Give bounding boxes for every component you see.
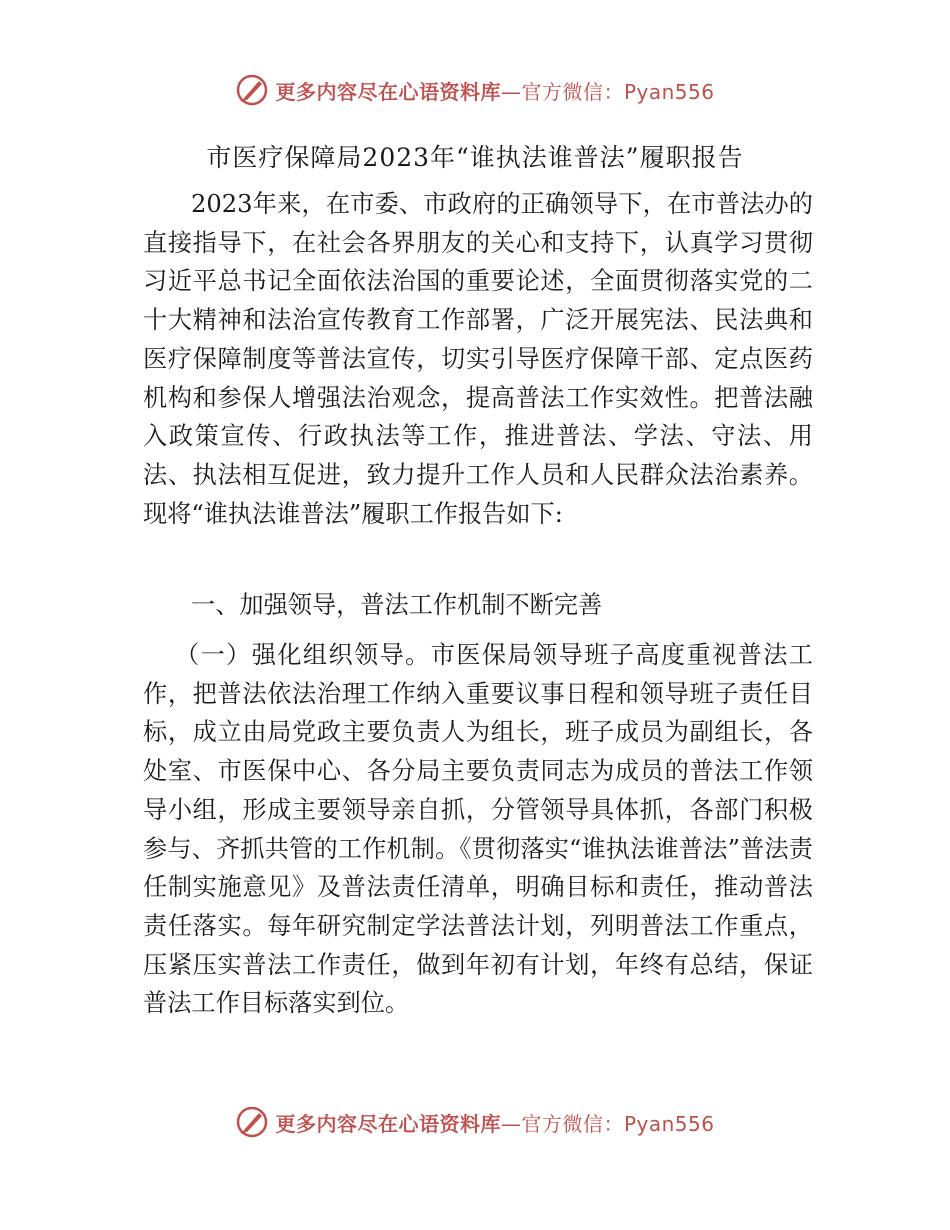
intro-paragraph: 2023年来，在市委、市政府的正确领导下，在市普法办的直接指导下，在社会各界朋友的关心和支持下，认真学习贯彻习近平总书记全面依法治国的重要论述，全面贯彻落实党的二十大精神和法治宣传教育工作部署，广泛开展宪法、民法典和医疗保障制度等普法宣传，切实引导医疗保障干部、定点医药机构和参保人增强法治观念，提高普法工作实效性。把普法融入政策宣传、行政执法等工作，推进普法、学法、守法、用法、执法相互促进，致力提升工作人员和人民群众法治素养。现将“谁执法谁普法”履职工作报告如下: — [143, 190, 813, 528]
document-title: 市医疗保障局2023年“谁执法谁普法”履职报告 — [206, 143, 744, 172]
footer-banner-text: 更多内容尽在心语资料库—官方微信：Pyan556 — [275, 1111, 715, 1136]
quill-seal-logo-icon — [235, 1105, 269, 1139]
footer-banner — [0, 1102, 950, 1142]
section-heading: 一、加强领导，普法工作机制不断完善 — [191, 591, 603, 619]
header-banner-text: 更多内容尽在心语资料库—官方微信：Pyan556 — [275, 79, 715, 104]
quill-seal-logo-icon — [235, 73, 269, 107]
section-paragraph: （一）强化组织领导。市医保局领导班子高度重视普法工作，把普法依法治理工作纳入重要议事日程和领导班子责任目标，成立由局党政主要负责人为组长，班子成员为副组长，各处室、市医保中心、各分局主要负责同志为成员的普法工作领导小组，形成主要领导亲自抓，分管领导具体抓，各部门积极参与、齐抓共管的工作机制。《贯彻落实“谁执法谁普法”普法责任制实施意见》及普法责任清单，明确目标和责任，推动普法责任落实。每年研究制定学法普法计划，列明普法工作重点，压紧压实普法工作责任，做到年初有计划，年终有总结，保证普法工作目标落实到位。 — [143, 641, 813, 1018]
header-banner — [0, 70, 950, 110]
